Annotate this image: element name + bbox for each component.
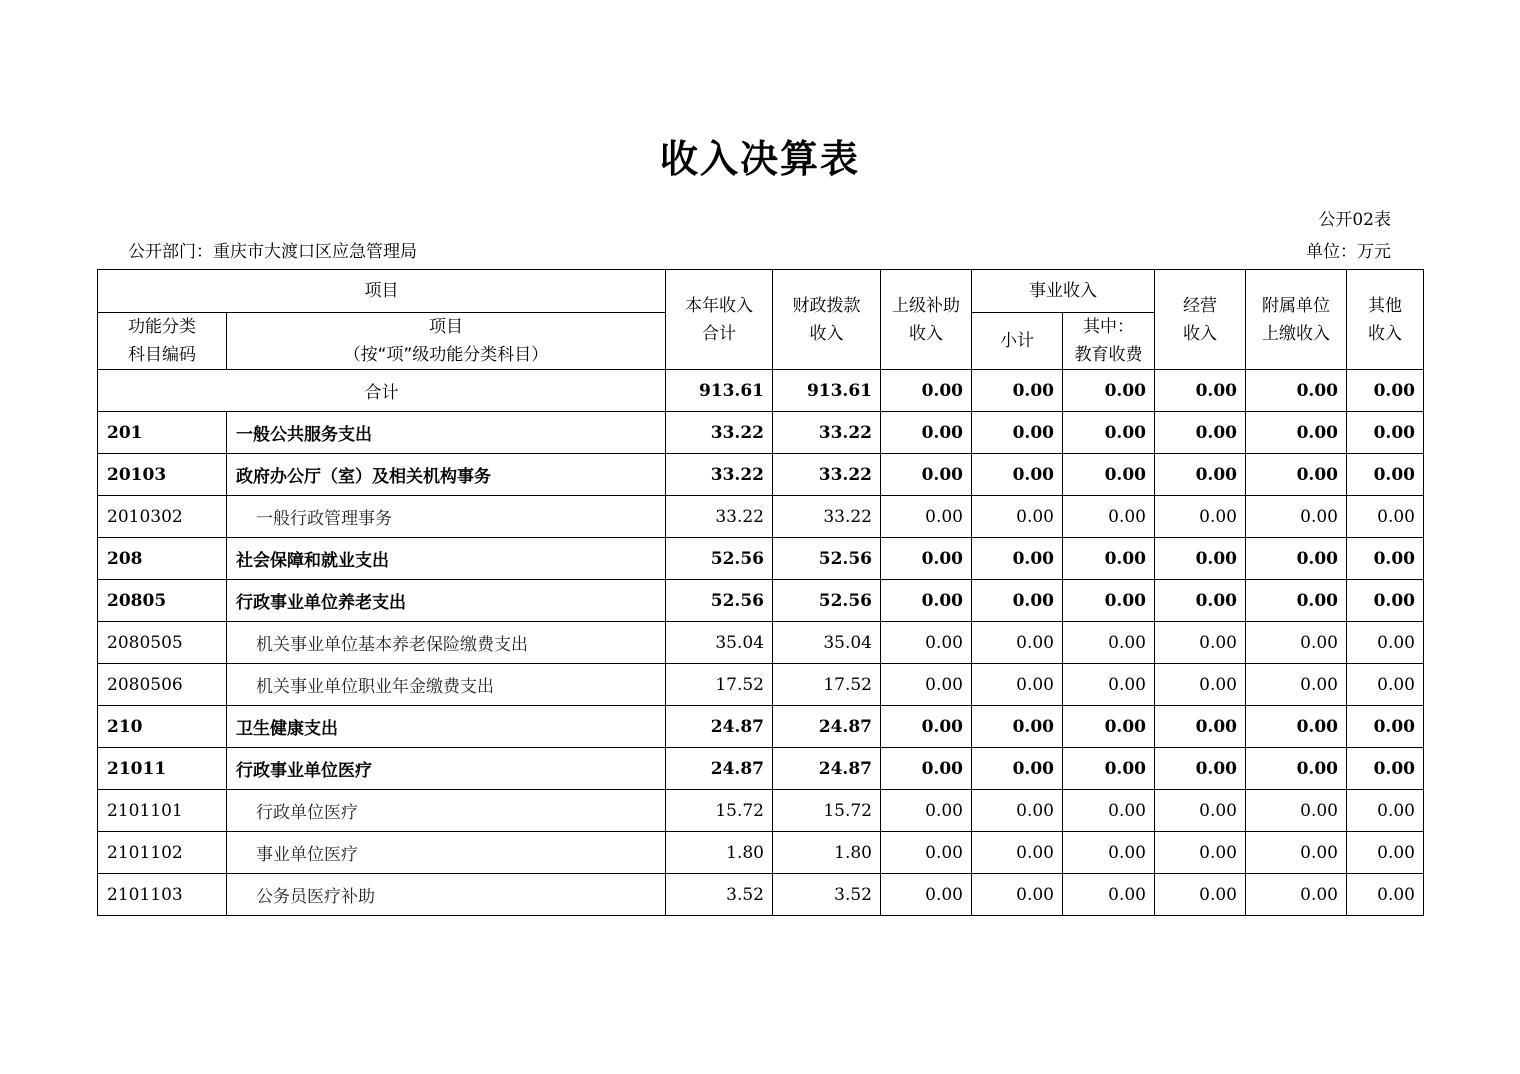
row-value: 0.00	[1155, 664, 1246, 706]
total-value: 0.00	[881, 370, 972, 412]
row-value: 17.52	[773, 664, 881, 706]
row-value: 0.00	[1063, 454, 1155, 496]
table-body	[98, 370, 1424, 916]
header-total-income-line2: 合计	[702, 323, 736, 344]
header-superior	[881, 270, 972, 370]
row-code: 20103	[98, 454, 227, 496]
header-edu-fee	[1063, 313, 1155, 370]
row-value: 0.00	[1246, 496, 1347, 538]
total-value: 0.00	[1347, 370, 1424, 412]
row-value: 0.00	[1347, 496, 1424, 538]
row-value: 0.00	[1155, 622, 1246, 664]
row-value: 0.00	[1246, 622, 1347, 664]
row-code: 2101103	[98, 874, 227, 916]
header-subtotal: 小计	[972, 313, 1063, 370]
row-value: 0.00	[1063, 748, 1155, 790]
total-value: 0.00	[1063, 370, 1155, 412]
row-value: 0.00	[1063, 412, 1155, 454]
row-name: 事业单位医疗	[227, 832, 666, 874]
row-value: 0.00	[881, 496, 972, 538]
row-name: 行政单位医疗	[227, 790, 666, 832]
header-edu-fee-line2: 教育收费	[1074, 345, 1143, 365]
row-value: 0.00	[1155, 790, 1246, 832]
header-other-line2: 收入	[1368, 323, 1402, 344]
row-value: 0.00	[1155, 874, 1246, 916]
header-affiliated-line2: 上缴收入	[1262, 323, 1330, 344]
row-value: 0.00	[972, 748, 1063, 790]
header-func-code-line1: 功能分类	[128, 317, 196, 337]
row-value: 0.00	[1246, 664, 1347, 706]
unit-label: 单位：万元	[1306, 242, 1391, 262]
header-fiscal-line2: 收入	[809, 323, 844, 344]
row-value: 0.00	[881, 454, 972, 496]
row-value: 0.00	[1246, 874, 1347, 916]
header-item-line1: 项目	[429, 317, 463, 337]
table-row	[98, 748, 1424, 790]
row-name: 社会保障和就业支出	[227, 538, 666, 580]
header-other	[1347, 270, 1424, 370]
row-value: 1.80	[666, 832, 773, 874]
table-row	[98, 790, 1424, 832]
row-value: 0.00	[972, 874, 1063, 916]
row-code: 2080505	[98, 622, 227, 664]
header-affiliated-line1: 附属单位	[1262, 295, 1330, 316]
row-name: 行政事业单位医疗	[227, 748, 666, 790]
row-value: 0.00	[1063, 496, 1155, 538]
header-superior-line1: 上级补助	[892, 295, 960, 316]
row-value: 33.22	[773, 454, 881, 496]
header-total-income-line1: 本年收入	[685, 295, 753, 316]
row-value: 0.00	[881, 664, 972, 706]
header-business-income: 事业收入	[972, 270, 1155, 313]
header-operating-line2: 收入	[1183, 323, 1217, 344]
row-value: 0.00	[1347, 874, 1424, 916]
header-func-code	[98, 313, 227, 370]
header-item	[227, 313, 666, 370]
row-value: 0.00	[1347, 580, 1424, 622]
row-name: 机关事业单位职业年金缴费支出	[227, 664, 666, 706]
row-value: 52.56	[666, 580, 773, 622]
row-value: 0.00	[1246, 580, 1347, 622]
header-item-group: 项目	[98, 270, 666, 313]
table-row	[98, 412, 1424, 454]
row-value: 0.00	[1155, 706, 1246, 748]
total-label: 合计	[98, 370, 666, 412]
row-value: 0.00	[1063, 580, 1155, 622]
table-row	[98, 874, 1424, 916]
row-value: 0.00	[881, 832, 972, 874]
row-value: 0.00	[1155, 496, 1246, 538]
row-value: 15.72	[666, 790, 773, 832]
row-value: 3.52	[773, 874, 881, 916]
row-value: 0.00	[1155, 538, 1246, 580]
row-value: 0.00	[1155, 832, 1246, 874]
row-name: 一般行政管理事务	[227, 496, 666, 538]
row-value: 0.00	[1246, 538, 1347, 580]
row-value: 3.52	[666, 874, 773, 916]
row-value: 0.00	[1347, 706, 1424, 748]
row-value: 17.52	[666, 664, 773, 706]
row-value: 0.00	[1246, 412, 1347, 454]
row-value: 0.00	[972, 412, 1063, 454]
row-value: 0.00	[881, 538, 972, 580]
row-value: 35.04	[773, 622, 881, 664]
total-value: 0.00	[1155, 370, 1246, 412]
row-code: 2010302	[98, 496, 227, 538]
header-affiliated	[1246, 270, 1347, 370]
row-value: 0.00	[1246, 790, 1347, 832]
row-name: 机关事业单位基本养老保险缴费支出	[227, 622, 666, 664]
row-name: 公务员医疗补助	[227, 874, 666, 916]
total-value: 0.00	[1246, 370, 1347, 412]
row-value: 33.22	[666, 496, 773, 538]
table-row	[98, 622, 1424, 664]
row-value: 0.00	[1347, 664, 1424, 706]
row-value: 52.56	[773, 580, 881, 622]
row-value: 0.00	[881, 874, 972, 916]
table-row	[98, 706, 1424, 748]
row-value: 35.04	[666, 622, 773, 664]
row-value: 24.87	[773, 748, 881, 790]
row-value: 0.00	[972, 538, 1063, 580]
row-value: 0.00	[1063, 622, 1155, 664]
row-value: 0.00	[1063, 790, 1155, 832]
row-code: 2101102	[98, 832, 227, 874]
row-value: 0.00	[1246, 832, 1347, 874]
row-value: 33.22	[666, 412, 773, 454]
row-value: 0.00	[1246, 706, 1347, 748]
row-value: 0.00	[1063, 706, 1155, 748]
row-value: 0.00	[972, 496, 1063, 538]
header-total-income	[666, 270, 773, 370]
total-value: 0.00	[972, 370, 1063, 412]
total-row	[98, 370, 1424, 412]
row-value: 52.56	[773, 538, 881, 580]
row-value: 0.00	[881, 580, 972, 622]
row-value: 0.00	[1063, 664, 1155, 706]
row-value: 0.00	[881, 412, 972, 454]
row-code: 2101101	[98, 790, 227, 832]
row-value: 0.00	[1347, 538, 1424, 580]
form-number: 公开02表	[1318, 210, 1391, 230]
total-value: 913.61	[773, 370, 881, 412]
row-value: 0.00	[1347, 832, 1424, 874]
row-value: 0.00	[881, 790, 972, 832]
row-code: 2080506	[98, 664, 227, 706]
header-fiscal-line1: 财政拨款	[792, 295, 861, 316]
header-operating-line1: 经营	[1183, 295, 1217, 316]
row-value: 0.00	[972, 664, 1063, 706]
row-value: 0.00	[1347, 622, 1424, 664]
table-row	[98, 832, 1424, 874]
row-value: 0.00	[1155, 580, 1246, 622]
row-value: 0.00	[1347, 412, 1424, 454]
header-func-code-line2: 科目编码	[128, 345, 196, 365]
row-value: 0.00	[1155, 748, 1246, 790]
row-value: 0.00	[1063, 538, 1155, 580]
row-value: 0.00	[972, 622, 1063, 664]
row-value: 0.00	[972, 454, 1063, 496]
header-operating	[1155, 270, 1246, 370]
total-value: 913.61	[666, 370, 773, 412]
table-row	[98, 496, 1424, 538]
row-code: 21011	[98, 748, 227, 790]
row-value: 0.00	[1246, 454, 1347, 496]
row-value: 0.00	[1063, 874, 1155, 916]
header-edu-fee-line1: 其中：	[1083, 317, 1134, 337]
row-value: 0.00	[1347, 748, 1424, 790]
header-superior-line2: 收入	[909, 323, 943, 344]
row-value: 0.00	[1155, 412, 1246, 454]
page-title: 收入决算表	[659, 137, 860, 181]
row-name: 行政事业单位养老支出	[227, 580, 666, 622]
row-value: 24.87	[666, 748, 773, 790]
table-row	[98, 454, 1424, 496]
row-value: 0.00	[1347, 454, 1424, 496]
row-value: 0.00	[881, 706, 972, 748]
row-value: 0.00	[1063, 832, 1155, 874]
row-name: 政府办公厅（室）及相关机构事务	[227, 454, 666, 496]
row-value: 0.00	[972, 706, 1063, 748]
table-row	[98, 664, 1424, 706]
row-value: 0.00	[1155, 454, 1246, 496]
row-value: 24.87	[666, 706, 773, 748]
header-item-line2: （按“项”级功能分类科目）	[343, 345, 549, 365]
header-other-line1: 其他	[1368, 295, 1402, 316]
row-value: 0.00	[972, 832, 1063, 874]
row-value: 0.00	[881, 622, 972, 664]
row-value: 0.00	[881, 748, 972, 790]
row-value: 33.22	[773, 412, 881, 454]
row-name: 一般公共服务支出	[227, 412, 666, 454]
table-row	[98, 538, 1424, 580]
row-value: 15.72	[773, 790, 881, 832]
row-code: 210	[98, 706, 227, 748]
income-statement-table	[97, 269, 1424, 916]
row-value: 0.00	[1246, 748, 1347, 790]
row-code: 201	[98, 412, 227, 454]
row-value: 33.22	[666, 454, 773, 496]
row-value: 0.00	[1347, 790, 1424, 832]
row-value: 33.22	[773, 496, 881, 538]
table-row	[98, 580, 1424, 622]
row-code: 20805	[98, 580, 227, 622]
row-value: 0.00	[972, 790, 1063, 832]
department-label: 公开部门：重庆市大渡口区应急管理局	[128, 242, 417, 262]
row-value: 24.87	[773, 706, 881, 748]
row-name: 卫生健康支出	[227, 706, 666, 748]
row-code: 208	[98, 538, 227, 580]
row-value: 0.00	[972, 580, 1063, 622]
row-value: 52.56	[666, 538, 773, 580]
row-value: 1.80	[773, 832, 881, 874]
header-fiscal	[773, 270, 881, 370]
